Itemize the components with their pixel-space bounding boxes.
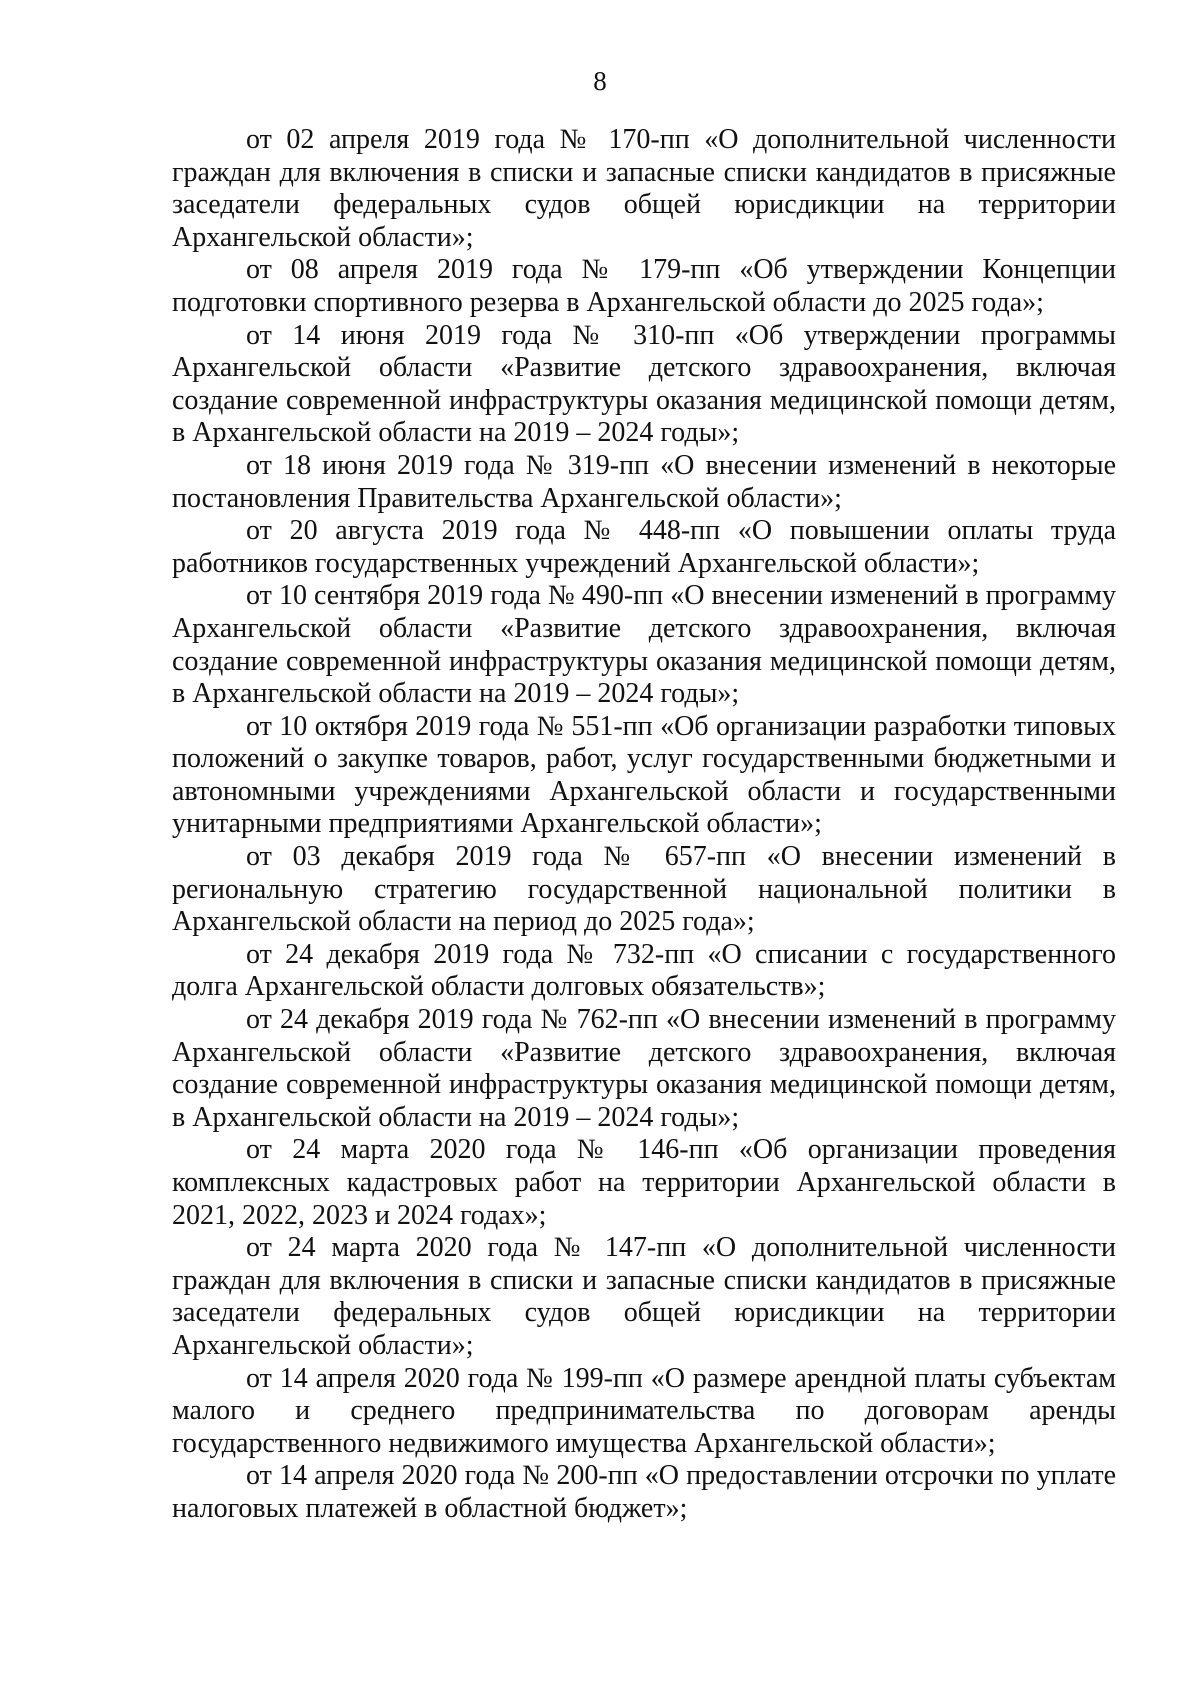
paragraph-resolution-448: от 20 августа 2019 года № 448-пп «О повышении оплаты труда работников государственных учреждений Архангельской области»; xyxy=(172,515,1116,579)
paragraph-resolution-179: от 08 апреля 2019 года № 179-пп «Об утверждении Концепции подготовки спортивного резерва в Архангельской области до 2025 года»; xyxy=(172,254,1116,318)
paragraph-resolution-146: от 24 марта 2020 года № 146-пп «Об организации проведения комплексных кадастровых работ на территории Архангельской области в 2021, 2022, 2023 и 2024 годах»; xyxy=(172,1134,1116,1231)
paragraph-resolution-310: от 14 июня 2019 года № 310-пп «Об утверждении программы Архангельской области «Развитие детского здравоохранения, включая создание современной инфраструктуры оказания медицинской помощи детям, в Архангельской области на 2019 – 2024 годы»; xyxy=(172,319,1116,449)
paragraph-resolution-551: от 10 октября 2019 года № 551-пп «Об организации разработки типовых положений о закупке товаров, работ, услуг государственными бюджетными и автономными учреждениями Архангельской области и государственными унитарными предприятиями Архангельской области»; xyxy=(172,710,1116,840)
paragraph-resolution-319: от 18 июня 2019 года № 319-пп «О внесении изменений в некоторые постановления Правительства Архангельской области»; xyxy=(172,449,1116,514)
paragraph-resolution-490: от 10 сентября 2019 года № 490-пп «О внесении изменений в программу Архангельской области «Развитие детского здравоохранения, включая создание современной инфраструктуры оказания медицинской помощи детям, в Архангельской области на 2019 – 2024 годы»; xyxy=(172,580,1116,710)
paragraph-resolution-147: от 24 марта 2020 года № 147-пп «О дополнительной численности граждан для включения в списки и запасные списки кандидатов в присяжные заседатели федеральных судов общей юрисдикции на территории Архангельской области»; xyxy=(172,1232,1116,1361)
page-number: 8 xyxy=(593,66,607,96)
paragraph-resolution-200: от 14 апреля 2020 года № 200-пп «О предоставлении отсрочки по уплате налоговых платежей в областной бюджет»; xyxy=(172,1460,1116,1524)
document-body xyxy=(172,124,1116,1526)
paragraph-resolution-732: от 24 декабря 2019 года № 732-пп «О списании с государственного долга Архангельской области долговых обязательств»; xyxy=(172,938,1116,1003)
paragraph-resolution-657: от 03 декабря 2019 года № 657-пп «О внесении изменений в региональную стратегию государственной национальной политики в Архангельской области на период до 2025 года»; xyxy=(172,841,1116,938)
paragraph-resolution-170: от 02 апреля 2019 года № 170-пп «О дополнительной численности граждан для включения в списки и запасные списки кандидатов в присяжные заседатели федеральных судов общей юрисдикции на территории Архангельской области»; xyxy=(172,124,1116,253)
paragraph-resolution-199: от 14 апреля 2020 года № 199-пп «О размере арендной платы субъектам малого и среднего предпринимательства по договорам аренды государственного недвижимого имущества Архангельской области»; xyxy=(172,1362,1116,1459)
paragraph-resolution-762: от 24 декабря 2019 года № 762-пп «О внесении изменений в программу Архангельской области «Развитие детского здравоохранения, включая создание современной инфраструктуры оказания медицинской помощи детям, в Архангельской области на 2019 – 2024 годы»; xyxy=(172,1004,1116,1133)
